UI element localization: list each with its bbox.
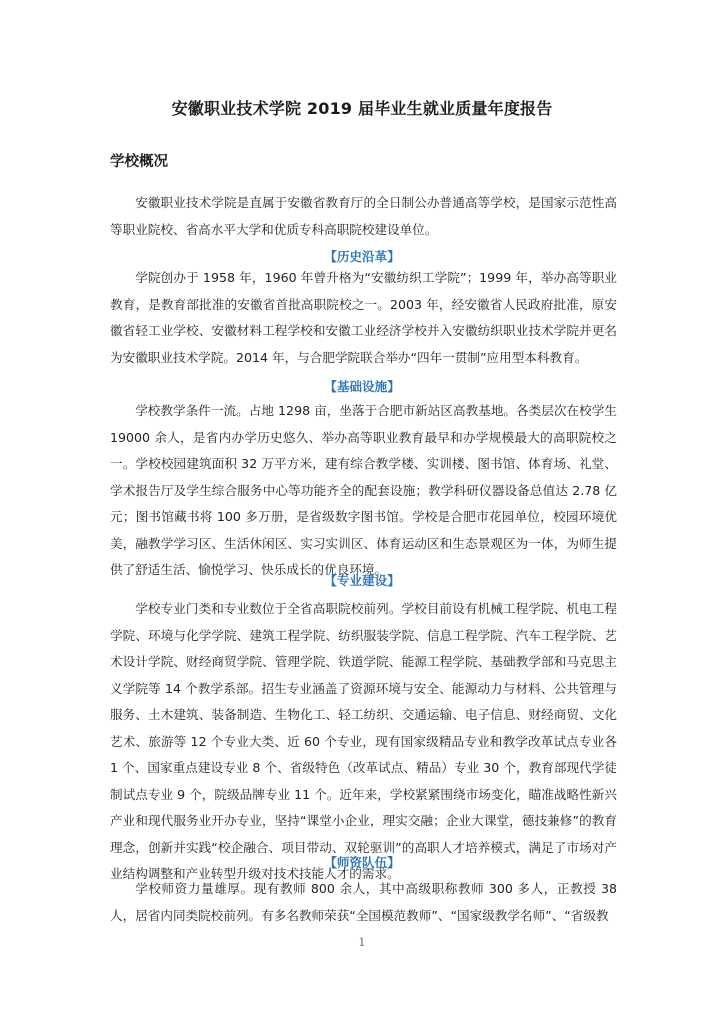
subheading-history: 【历史沿革】 (324, 249, 400, 264)
subheading-faculty: 【师资队伍】 (324, 855, 400, 870)
section-heading-school-overview: 学校概况 (110, 154, 168, 170)
programs-paragraph: 学校专业门类和专业数位于全省高职院校前列。学校目前设有机械工程学院、机电工程学院、环境与化学学院、建筑工程学院、纺织服装学院、信息工程学院、汽车工程学院、艺术设计学院、财经商贸学院、管理学院、铁道学院、能源工程学院、基础教学部和马克思主义学院等 14 个教学系部。招生专业涵盖了资源环境与安全、能源动力与材料、公共管理与服务、土木建筑、装备制造、生物化工、轻工纺织、交通运输、电子信息、财经商贸、文化艺术、旅游等 12 个专业大类、近 60 个专业，现有国家级精品专业和教学改革试点专业各 1 个、国家重点建设专业 8 个、省级特色（改革试点、精品）专业 30 个，教育部现代学徒制试点专业 9 个，院级品牌专业 11 个。近年来，学校紧紧围绕市场变化，瞄准战略性新兴产业和现代服务业开办专业，坚持“课堂小企业，理实交融；企业大课堂，德技兼修”的教育理念，创新并实践“校企融合、项目带动、双轮驱训”的高职人才培养模式，满足了市场对产业结构调整和产业转型升级对技术技能人才的需求。 (110, 601, 617, 881)
document-title: 安徽职业技术学院 2019 届毕业生就业质量年度报告 (171, 99, 553, 118)
faculty-paragraph: 学校师资力量雄厚。现有教师 800 余人，其中高级职称教师 300 多人，正教授 38 人，居省内同类院校前列。有多名教师荣获“全国模范教师”、“国家级教学名师”、“省级教 (110, 881, 617, 923)
page-number: 1 (358, 936, 366, 949)
intro-paragraph: 安徽职业技术学院是直属于安徽省教育厅的全日制公办普通高等学校，是国家示范性高等职业院校、省高水平大学和优质专科高职院校建设单位。 (110, 195, 617, 237)
infrastructure-paragraph: 学校教学条件一流。占地 1298 亩，坐落于合肥市新站区高教基地。各类层次在校学生 19000 余人，是省内办学历史悠久、举办高等职业教育最早和办学规模最大的高职院校之一。学校校园建筑面积 32 万平方米，建有综合教学楼、实训楼、图书馆、体育场、礼堂、学术报告厅及学生综合服务中心等功能齐全的配套设施；教学科研仪器设备总值达 2.78 亿元；图书馆藏书将 100 多万册，是省级数字图书馆。学校是合肥市花园单位，校园环境优美，融教学学习区、生活休闲区、实习实训区、体育运动区和生态景观区为一体，为师生提供了舒适生活、愉悦学习、快乐成长的优良环境。 (110, 403, 617, 577)
subheading-programs: 【专业建设】 (324, 573, 400, 588)
history-paragraph: 学院创办于 1958 年，1960 年曾升格为“安徽纺织工学院”；1999 年，举办高等职业教育，是教育部批准的安徽省首批高职院校之一。2003 年，经安徽省人民政府批准，原安徽省轻工业学校、安徽材料工程学校和安徽工业经济学校并入安徽纺织职业技术学院并更名为安徽职业技术学院。2014 年，与合肥学院联合举办“四年一贯制”应用型本科教育。 (110, 270, 617, 365)
subheading-infrastructure: 【基础设施】 (324, 379, 400, 394)
